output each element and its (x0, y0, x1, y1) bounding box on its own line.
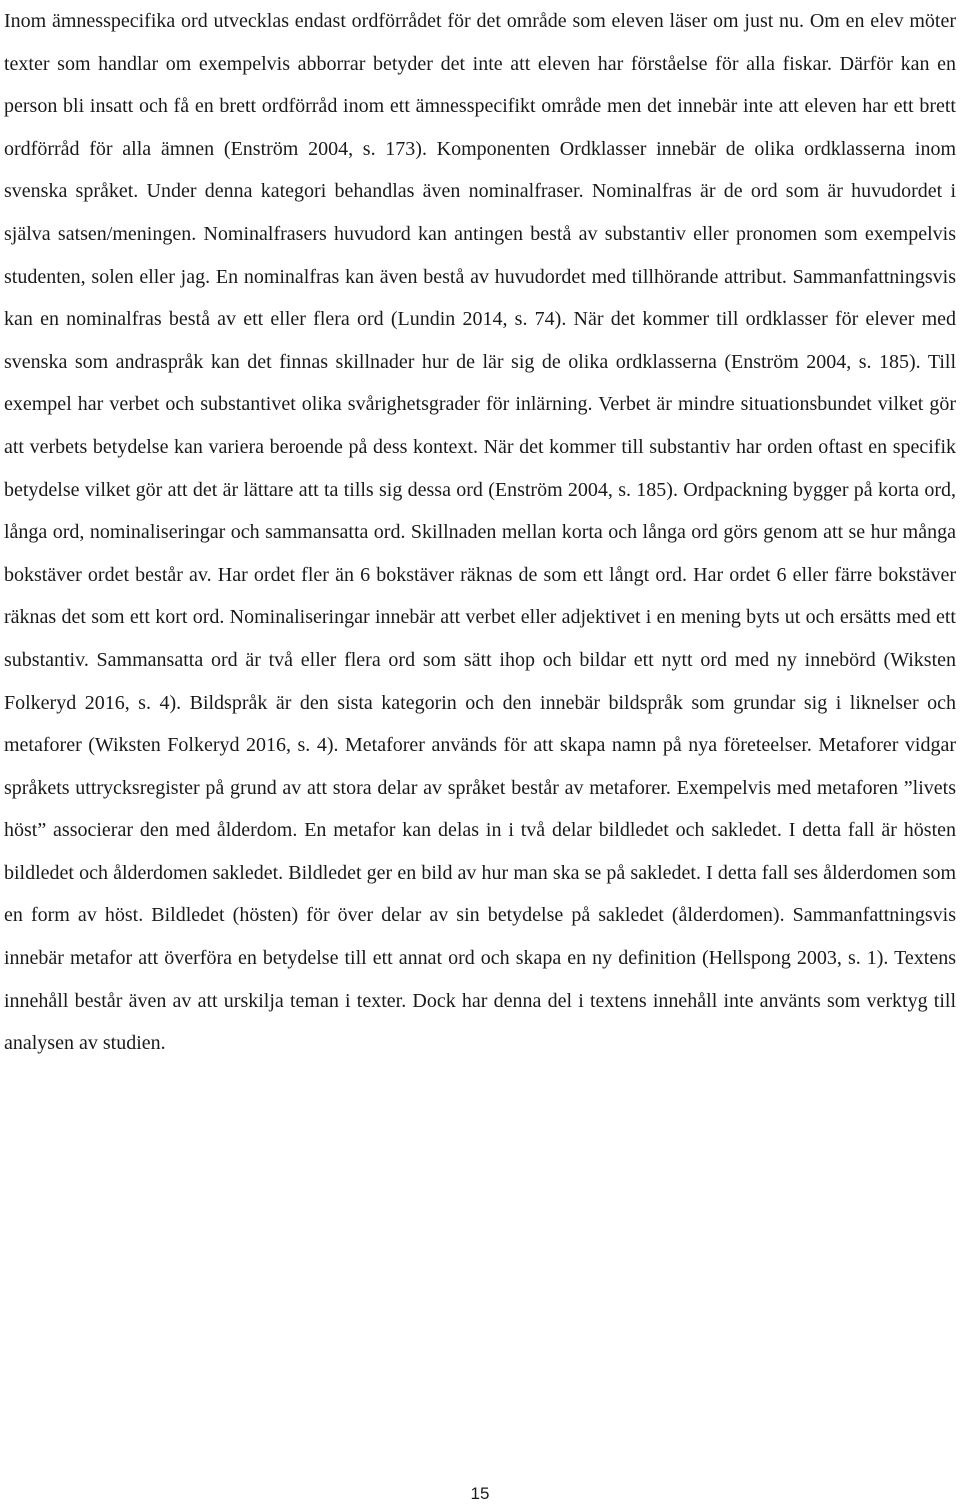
document-page (4, 0, 956, 1065)
body-paragraph: Inom ämnesspecifika ord utvecklas endast ordförrådet för det område som eleven läser om just nu. Om en elev möter texter som handlar om exempelvis abborrar betyder det inte att eleven har förståelse för alla fiskar. Därför kan en person bli insatt och få en brett ordförråd inom ett ämnesspecifikt område men det innebär inte att eleven har ett brett ordförråd för alla ämnen (Enström 2004, s. 173). Komponenten Ordklasser innebär de olika ordklasserna inom svenska språket. Under denna kategori behandlas även nominalfraser. Nominalfras är de ord som är huvudordet i själva satsen/meningen. Nominalfrasers huvudord kan antingen bestå av substantiv eller pronomen som exempelvis studenten, solen eller jag. En nominalfras kan även bestå av huvudordet med tillhörande attribut. Sammanfattningsvis kan en nominalfras bestå av ett eller flera ord (Lundin 2014, s. 74). När det kommer till ordklasser för elever med svenska som andraspråk kan det finnas skillnader hur de lär sig de olika ordklasserna (Enström 2004, s. 185). Till exempel har verbet och substantivet olika svårighetsgrader för inlärning. Verbet är mindre situationsbundet vilket gör att verbets betydelse kan variera beroende på dess kontext. När det kommer till substantiv har orden oftast en specifik betydelse vilket gör att det är lättare att ta tills sig dessa ord (Enström 2004, s. 185). Ordpackning bygger på korta ord, långa ord, nominaliseringar och sammansatta ord. Skillnaden mellan korta och långa ord görs genom att se hur många bokstäver ordet består av. Har ordet fler än 6 bokstäver räknas de som ett långt ord. Har ordet 6 eller färre bokstäver räknas det som ett kort ord. Nominaliseringar innebär att verbet eller adjektivet i en mening byts ut och ersätts med ett substantiv. Sammansatta ord är två eller flera ord som sätt ihop och bildar ett nytt ord med ny innebörd (Wiksten Folkeryd 2016, s. 4). Bildspråk är den sista kategorin och den innebär bildspråk som grundar sig i liknelser och metaforer (Wiksten Folkeryd 2016, s. 4). Metaforer används för att skapa namn på nya företeelser. Metaforer vidgar språkets uttrycksregister på grund av att stora delar av språket består av metaforer. Exempelvis med metaforen ”livets höst” associerar den med ålderdom. En metafor kan delas in i två delar bildledet och sakledet. I detta fall är hösten bildledet och ålderdomen sakledet. Bildledet ger en bild av hur man ska se på sakledet. I detta fall ses ålderdomen som en form av höst. Bildledet (hösten) för över delar av sin betydelse på sakledet (ålderdomen). Sammanfattningsvis innebär metafor att överföra en betydelse till ett annat ord och skapa en ny definition (Hellspong 2003, s. 1). Textens innehåll består även av att urskilja teman i texter. Dock har denna del i textens innehåll inte använts som verktyg till analysen av studien. (4, 10, 956, 1055)
page-number: 15 (470, 1484, 490, 1503)
